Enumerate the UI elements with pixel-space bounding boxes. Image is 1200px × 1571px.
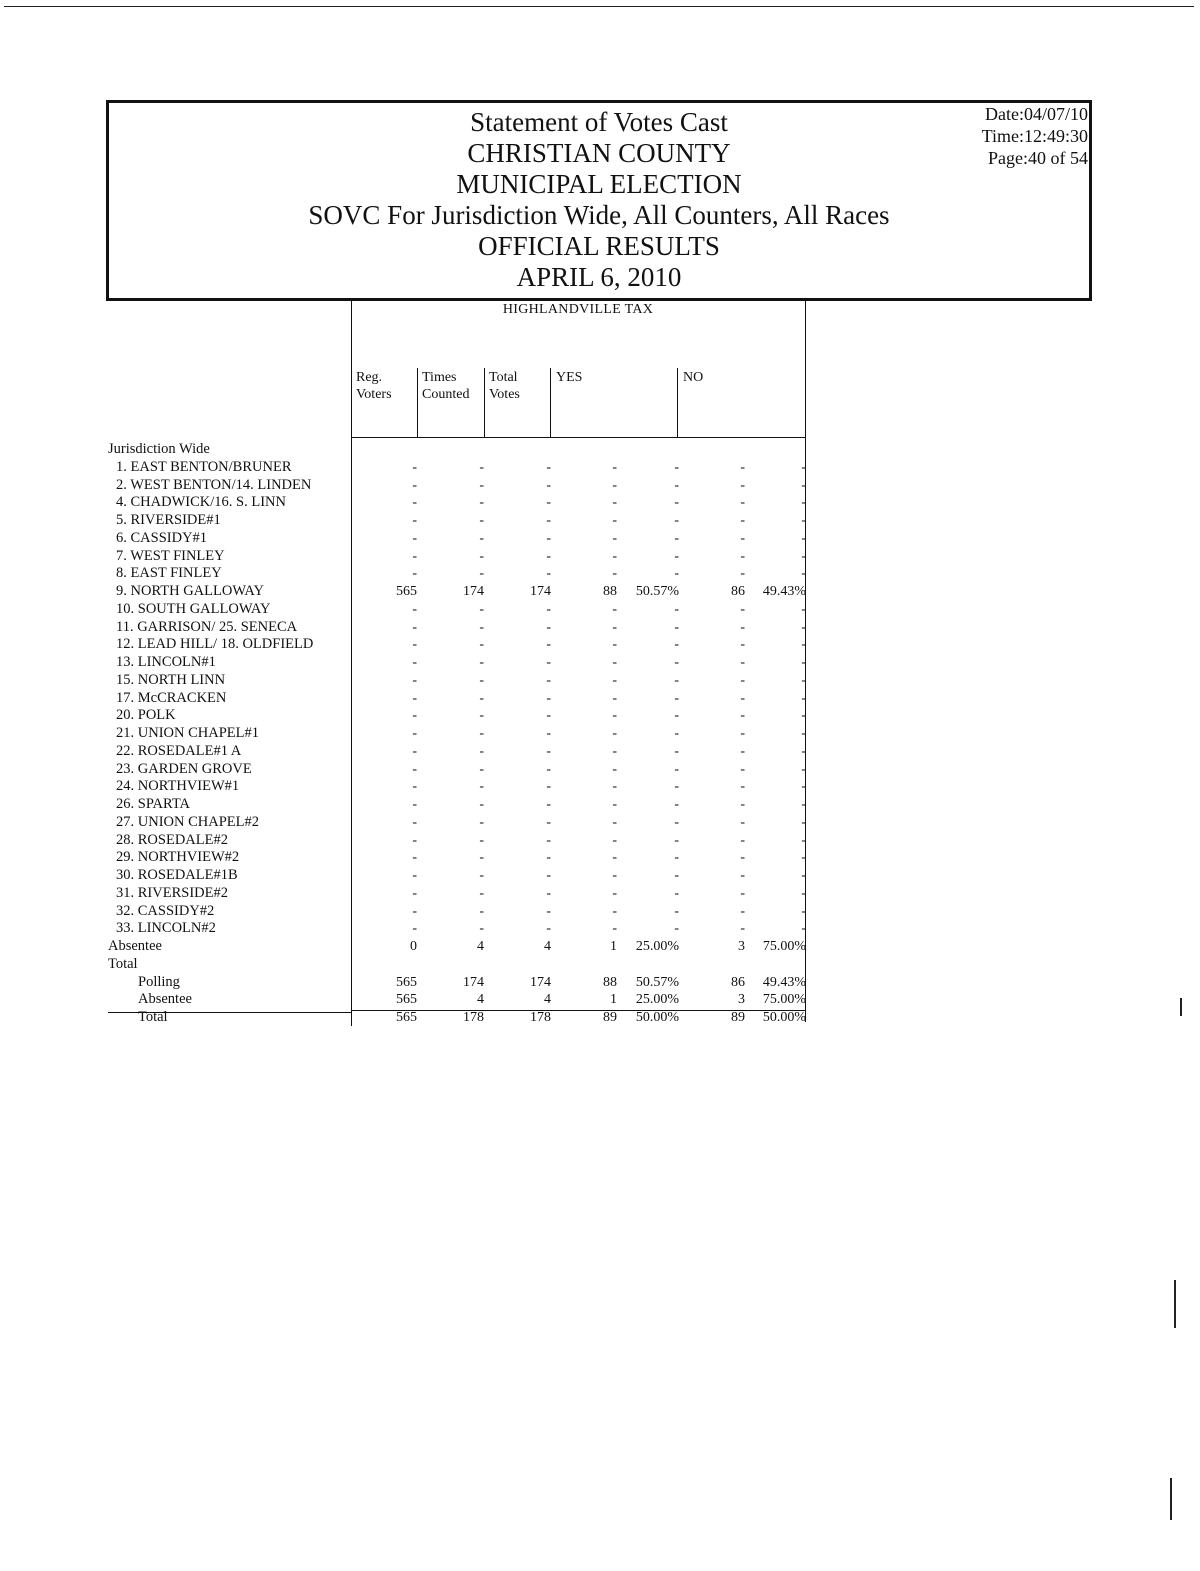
cell-no-votes: - (740, 655, 745, 670)
cell-no-votes: - (740, 903, 745, 919)
cell-reg-voters: - (412, 868, 417, 883)
row-label: 30. ROSEDALE#1B (116, 867, 238, 883)
cell-yes-votes: - (612, 619, 617, 635)
cell-yes-pct: - (674, 832, 679, 848)
cell-total-votes: - (546, 495, 551, 511)
col-divider-4 (677, 368, 678, 438)
cell-total-votes: - (546, 566, 551, 582)
cell-yes-votes: - (612, 672, 617, 688)
cell-total-votes: - (546, 690, 551, 706)
cell-total-votes: - (546, 779, 551, 795)
cell-reg-voters: - (412, 779, 417, 795)
cell-reg-voters: - (412, 690, 417, 706)
cell-no-votes: - (740, 708, 745, 724)
cell-no-pct: - (801, 566, 806, 582)
row-label: 15. NORTH LINN (116, 671, 226, 688)
cell-total-votes: - (546, 921, 551, 937)
cell-yes-votes: - (612, 655, 617, 670)
row-label: 12. LEAD HILL/ 18. OLDFIELD (116, 636, 314, 653)
cell-no-votes: - (740, 797, 745, 812)
cell-no-votes: 89 (731, 1010, 745, 1025)
col-head-yes: YES (556, 370, 583, 385)
cell-no-votes: 3 (738, 939, 745, 954)
cell-times-counted: - (479, 655, 484, 670)
cell-reg-voters: - (412, 903, 417, 919)
cell-times-counted: - (479, 672, 484, 688)
cell-yes-pct: - (674, 921, 679, 937)
cell-yes-pct: - (674, 637, 679, 653)
cell-yes-pct: - (674, 779, 679, 795)
cell-yes-pct: - (674, 495, 679, 511)
cell-yes-pct: - (674, 761, 679, 777)
cell-times-counted: 4 (477, 939, 484, 954)
cell-no-votes: - (740, 761, 745, 777)
cell-no-votes: 86 (731, 584, 745, 599)
cell-yes-pct: - (674, 601, 679, 617)
cell-yes-pct: - (674, 655, 679, 670)
cell-yes-votes: - (612, 530, 617, 546)
cell-yes-pct: - (674, 690, 679, 706)
cell-yes-pct: - (674, 477, 679, 493)
cell-total-votes: - (546, 708, 551, 724)
cell-reg-voters: 565 (396, 974, 417, 990)
cell-total-votes: - (546, 655, 551, 670)
cell-no-pct: - (801, 761, 806, 777)
cell-no-votes: - (740, 868, 745, 883)
cell-total-votes: - (546, 885, 551, 901)
cell-times-counted: - (479, 637, 484, 653)
cell-yes-votes: 1 (610, 939, 617, 954)
cell-yes-votes: - (612, 743, 617, 759)
row-label: 32. CASSIDY#2 (116, 902, 215, 919)
cell-yes-pct: - (674, 726, 679, 741)
row-label: Total (108, 955, 138, 972)
cell-yes-votes: - (612, 868, 617, 883)
col-divider-2 (484, 368, 485, 438)
cell-no-pct: - (801, 601, 806, 617)
cell-reg-voters: - (412, 672, 417, 688)
cell-times-counted: - (479, 814, 484, 830)
cell-reg-voters: - (412, 743, 417, 759)
cell-yes-pct: - (674, 530, 679, 546)
cell-total-votes: - (546, 548, 551, 564)
report-date: Date:04/07/10 (985, 104, 1088, 124)
cell-yes-pct: 50.57% (635, 974, 679, 990)
cell-times-counted: 174 (463, 974, 484, 990)
cell-no-votes: - (740, 495, 745, 511)
row-label: 4. CHADWICK/16. S. LINN (116, 494, 286, 511)
col-divider-3 (550, 368, 551, 438)
scan-top-border (4, 6, 1194, 7)
cell-reg-voters: - (412, 850, 417, 866)
cell-no-votes: - (740, 566, 745, 582)
cell-total-votes: - (546, 672, 551, 688)
cell-no-pct: - (801, 530, 806, 546)
cell-reg-voters: 565 (396, 584, 417, 599)
cell-no-pct: - (801, 690, 806, 706)
cell-no-pct: 75.00% (762, 939, 806, 954)
cell-yes-votes: - (612, 903, 617, 919)
cell-yes-pct: - (674, 797, 679, 812)
cell-yes-votes: - (612, 637, 617, 653)
row-label: Polling (138, 973, 180, 990)
cell-total-votes: 4 (544, 939, 551, 954)
title-line-1: Statement of Votes Cast (470, 107, 728, 137)
subtotal-rule (352, 1010, 806, 1011)
cell-reg-voters: - (412, 619, 417, 635)
cell-no-pct: 49.43% (762, 974, 806, 990)
cell-yes-votes: - (612, 459, 617, 475)
cell-reg-voters: - (412, 761, 417, 777)
cell-times-counted: - (479, 743, 484, 759)
cell-yes-votes: - (612, 850, 617, 866)
row-label: 26. SPARTA (116, 796, 190, 812)
cell-no-votes: - (740, 850, 745, 866)
cell-yes-pct: 25.00% (635, 992, 679, 1008)
cell-reg-voters: - (412, 637, 417, 653)
cell-times-counted: - (479, 903, 484, 919)
row-label: 1. EAST BENTON/BRUNER (116, 458, 292, 475)
cell-no-votes: - (740, 672, 745, 688)
cell-yes-votes: - (612, 477, 617, 493)
cell-no-pct: 50.00% (762, 1010, 806, 1025)
cell-times-counted: - (479, 797, 484, 812)
cell-no-votes: - (740, 814, 745, 830)
cell-times-counted: - (479, 566, 484, 582)
title-line-3: MUNICIPAL ELECTION (456, 169, 742, 199)
cell-no-pct: 75.00% (762, 992, 806, 1008)
scan-mark (1180, 998, 1182, 1016)
cell-yes-pct: - (674, 850, 679, 866)
cell-times-counted: 4 (477, 992, 484, 1008)
cell-yes-votes: 88 (603, 974, 617, 990)
table-left-border (351, 300, 352, 1026)
col-head-no: NO (683, 370, 704, 385)
column-header-rule (351, 437, 806, 438)
cell-no-pct: - (801, 637, 806, 653)
cell-total-votes: - (546, 743, 551, 759)
cell-no-votes: - (740, 885, 745, 901)
cell-no-pct: - (801, 921, 806, 937)
cell-yes-votes: - (612, 761, 617, 777)
cell-yes-pct: - (674, 513, 679, 528)
cell-yes-pct: - (674, 548, 679, 564)
cell-times-counted: - (479, 708, 484, 724)
cell-total-votes: - (546, 850, 551, 866)
row-label: Total (138, 1009, 168, 1025)
row-label: Absentee (138, 991, 192, 1008)
cell-yes-pct: - (674, 619, 679, 635)
cell-yes-votes: - (612, 726, 617, 741)
cell-no-votes: - (740, 779, 745, 795)
row-label: 21. UNION CHAPEL#1 (116, 725, 259, 741)
cell-no-pct: 49.43% (762, 584, 806, 599)
cell-no-pct: - (801, 726, 806, 741)
cell-no-pct: - (801, 797, 806, 812)
col-head-times-counted: Times Counted (422, 370, 470, 402)
cell-times-counted: - (479, 885, 484, 901)
cell-total-votes: - (546, 530, 551, 546)
cell-yes-votes: - (612, 921, 617, 937)
cell-no-pct: - (801, 513, 806, 528)
cell-times-counted: - (479, 726, 484, 741)
row-label: 27. UNION CHAPEL#2 (116, 813, 259, 830)
cell-no-pct: - (801, 814, 806, 830)
cell-reg-voters: - (412, 530, 417, 546)
row-label: 7. WEST FINLEY (116, 547, 225, 564)
cell-reg-voters: - (412, 459, 417, 475)
row-label: 10. SOUTH GALLOWAY (116, 600, 271, 617)
report-meta (982, 103, 1088, 169)
row-label: 33. LINCOLN#2 (116, 920, 216, 937)
cell-reg-voters: 565 (396, 992, 417, 1008)
cell-times-counted: - (479, 530, 484, 546)
col-head-total-votes: Total Votes (489, 370, 520, 402)
cell-total-votes: 174 (530, 584, 551, 599)
cell-no-votes: - (740, 690, 745, 706)
cell-no-votes: - (740, 459, 745, 475)
cell-times-counted: - (479, 761, 484, 777)
cell-times-counted: - (479, 690, 484, 706)
cell-yes-votes: - (612, 495, 617, 511)
cell-reg-voters: - (412, 832, 417, 848)
cell-no-votes: - (740, 832, 745, 848)
report-page: Page:40 of 54 (988, 148, 1088, 168)
cell-no-pct: - (801, 832, 806, 848)
cell-no-pct: - (801, 619, 806, 635)
cell-reg-voters: - (412, 814, 417, 830)
row-label: 2. WEST BENTON/14. LINDEN (116, 476, 312, 493)
cell-reg-voters: - (412, 921, 417, 937)
race-title: HIGHLANDVILLE TAX (502, 302, 654, 317)
report-header-box (106, 100, 1092, 301)
cell-reg-voters: - (412, 726, 417, 741)
cell-no-votes: - (740, 637, 745, 653)
cell-no-votes: - (740, 530, 745, 546)
cell-reg-voters: - (412, 513, 417, 528)
cell-reg-voters: - (412, 601, 417, 617)
cell-reg-voters: - (412, 885, 417, 901)
cell-total-votes: - (546, 797, 551, 812)
cell-no-pct: - (801, 495, 806, 511)
cell-times-counted: 178 (463, 1010, 484, 1025)
cell-no-votes: 3 (738, 992, 745, 1008)
cell-yes-votes: - (612, 513, 617, 528)
total-label-rule (108, 1012, 352, 1013)
title-line-6: APRIL 6, 2010 (516, 262, 682, 292)
cell-reg-voters: - (412, 495, 417, 511)
scan-mark (1170, 1478, 1172, 1520)
row-label: 6. CASSIDY#1 (116, 529, 208, 546)
cell-no-votes: - (740, 921, 745, 937)
cell-reg-voters: - (412, 566, 417, 582)
row-label: 23. GARDEN GROVE (116, 760, 252, 777)
row-label: 28. ROSEDALE#2 (116, 831, 228, 848)
cell-yes-pct: 25.00% (635, 939, 679, 954)
cell-times-counted: - (479, 459, 484, 475)
cell-no-pct: - (801, 655, 806, 670)
cell-times-counted: - (479, 513, 484, 528)
cell-yes-pct: - (674, 459, 679, 475)
row-label: 31. RIVERSIDE#2 (116, 884, 228, 901)
row-label: Absentee (108, 938, 162, 954)
cell-total-votes: - (546, 459, 551, 475)
cell-reg-voters: - (412, 548, 417, 564)
cell-yes-pct: - (674, 708, 679, 724)
cell-yes-pct: - (674, 743, 679, 759)
cell-total-votes: - (546, 814, 551, 830)
cell-no-pct: - (801, 885, 806, 901)
row-label: 24. NORTHVIEW#1 (116, 778, 240, 795)
cell-total-votes: - (546, 637, 551, 653)
cell-total-votes: - (546, 601, 551, 617)
cell-total-votes: 4 (544, 992, 551, 1008)
row-label: 13. LINCOLN#1 (116, 654, 216, 670)
cell-yes-votes: 88 (603, 584, 617, 599)
cell-yes-votes: - (612, 885, 617, 901)
cell-times-counted: - (479, 477, 484, 493)
cell-no-pct: - (801, 903, 806, 919)
cell-yes-votes: - (612, 797, 617, 812)
cell-yes-pct: - (674, 885, 679, 901)
cell-reg-voters: 565 (396, 1010, 417, 1025)
cell-no-votes: - (740, 619, 745, 635)
cell-times-counted: - (479, 548, 484, 564)
cell-times-counted: - (479, 868, 484, 883)
cell-no-votes: - (740, 601, 745, 617)
row-label: 22. ROSEDALE#1 A (116, 742, 242, 759)
row-label: 17. McCRACKEN (116, 689, 227, 706)
cell-times-counted: - (479, 619, 484, 635)
cell-no-pct: - (801, 672, 806, 688)
cell-total-votes: - (546, 726, 551, 741)
cell-yes-votes: - (612, 690, 617, 706)
cell-total-votes: - (546, 477, 551, 493)
cell-times-counted: - (479, 779, 484, 795)
cell-total-votes: - (546, 832, 551, 848)
cell-total-votes: - (546, 868, 551, 883)
cell-yes-pct: - (674, 903, 679, 919)
col-head-reg-voters: Reg. Voters (356, 370, 392, 402)
cell-no-pct: - (801, 459, 806, 475)
cell-total-votes: 174 (530, 974, 551, 990)
row-label: 9. NORTH GALLOWAY (116, 583, 265, 599)
cell-yes-votes: - (612, 814, 617, 830)
cell-yes-pct: - (674, 814, 679, 830)
cell-times-counted: 174 (463, 584, 484, 599)
row-label: 20. POLK (116, 707, 176, 724)
row-label: 5. RIVERSIDE#1 (116, 512, 221, 528)
cell-no-votes: - (740, 726, 745, 741)
cell-total-votes: - (546, 513, 551, 528)
row-label: 11. GARRISON/ 25. SENECA (116, 618, 298, 635)
cell-total-votes: - (546, 903, 551, 919)
title-line-5: OFFICIAL RESULTS (478, 231, 720, 261)
report-time: Time:12:49:30 (981, 126, 1088, 146)
cell-no-pct: - (801, 868, 806, 883)
cell-total-votes: 178 (530, 1010, 551, 1025)
row-label: Jurisdiction Wide (108, 441, 210, 457)
cell-no-votes: - (740, 743, 745, 759)
cell-no-pct: - (801, 548, 806, 564)
cell-yes-votes: - (612, 548, 617, 564)
cell-no-votes: 86 (731, 974, 745, 990)
cell-yes-votes: 1 (610, 992, 617, 1008)
cell-yes-pct: - (674, 868, 679, 883)
row-label: 8. EAST FINLEY (116, 565, 222, 582)
cell-total-votes: - (546, 619, 551, 635)
cell-no-pct: - (801, 708, 806, 724)
col-divider-1 (417, 368, 418, 438)
cell-reg-voters: - (412, 708, 417, 724)
cell-reg-voters: - (412, 797, 417, 812)
cell-no-votes: - (740, 513, 745, 528)
cell-no-pct: - (801, 743, 806, 759)
cell-yes-pct: - (674, 566, 679, 582)
cell-yes-votes: - (612, 601, 617, 617)
cell-no-pct: - (801, 477, 806, 493)
cell-yes-votes: - (612, 566, 617, 582)
cell-times-counted: - (479, 495, 484, 511)
cell-times-counted: - (479, 601, 484, 617)
cell-yes-pct: - (674, 672, 679, 688)
cell-yes-votes: - (612, 708, 617, 724)
cell-no-pct: - (801, 850, 806, 866)
cell-reg-voters: - (412, 477, 417, 493)
title-line-2: CHRISTIAN COUNTY (467, 138, 731, 168)
cell-yes-votes: - (612, 832, 617, 848)
cell-reg-voters: - (412, 655, 417, 670)
cell-no-votes: - (740, 548, 745, 564)
cell-yes-pct: 50.00% (635, 1010, 679, 1025)
cell-times-counted: - (479, 832, 484, 848)
cell-times-counted: - (479, 850, 484, 866)
cell-reg-voters: 0 (410, 939, 417, 954)
cell-times-counted: - (479, 921, 484, 937)
title-line-4: SOVC For Jurisdiction Wide, All Counters, All Races (308, 200, 890, 230)
cell-no-votes: - (740, 477, 745, 493)
cell-yes-pct: 50.57% (635, 584, 679, 599)
cell-yes-votes: - (612, 779, 617, 795)
cell-no-pct: - (801, 779, 806, 795)
scan-mark (1174, 1280, 1176, 1328)
cell-yes-votes: 89 (603, 1010, 617, 1025)
cell-total-votes: - (546, 761, 551, 777)
row-label: 29. NORTHVIEW#2 (116, 849, 240, 866)
